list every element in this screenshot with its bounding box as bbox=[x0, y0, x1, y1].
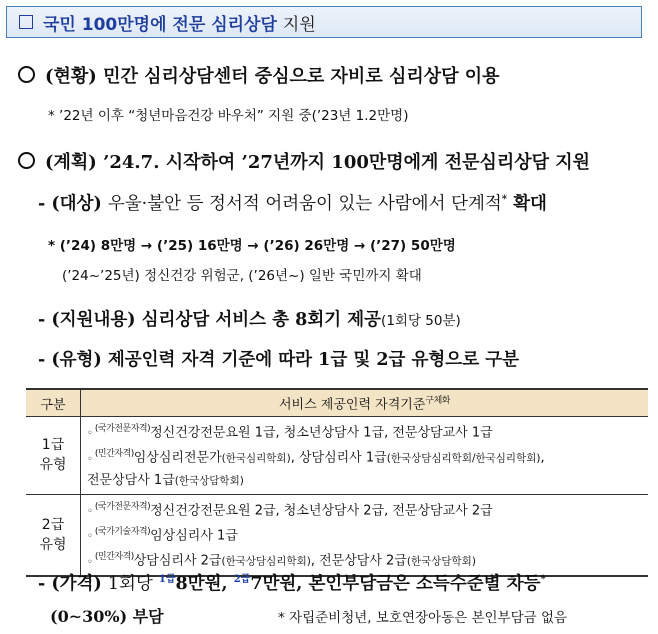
title-suffix: 지원 bbox=[282, 14, 316, 35]
status-text: 민간 심리상담센터 중심으로 자비로 심리상담 이용 bbox=[103, 66, 500, 87]
status-note: * ’22년 이후 “청년마음건강 바우처” 지원 중(’23년 1.2만명) bbox=[48, 108, 409, 124]
item-tag: (민간자격) bbox=[94, 449, 134, 460]
circle-bullet-icon bbox=[18, 66, 35, 83]
price-text-a: 1회당 bbox=[107, 574, 153, 594]
title-main: 국민 100만명에 전문 심리상담 bbox=[43, 14, 277, 35]
price-val1: 8만원, bbox=[175, 574, 228, 594]
support-detail: (1회당 50분) bbox=[381, 313, 461, 329]
price-line2: (0∼30%) 부담 bbox=[50, 607, 164, 626]
support-line bbox=[38, 306, 461, 331]
list-item: ◦ $^{(국가전문자격)}$정신건강전문요원 1급, 청소년상담사 1급, 전문상담교사 1급 bbox=[87, 424, 493, 441]
content-cell bbox=[81, 494, 649, 575]
price-sup2: 2급 bbox=[233, 574, 251, 586]
support-text: 심리상담 서비스 총 8회기 제공 bbox=[141, 310, 382, 330]
status-label: (현황) bbox=[45, 66, 97, 87]
item-text: 상담심리사 2급 bbox=[133, 553, 222, 569]
price-star: * bbox=[540, 574, 546, 586]
list-item bbox=[87, 470, 642, 492]
status-line bbox=[18, 62, 500, 88]
section-title bbox=[6, 6, 642, 38]
plan-text: ’24.7. 시작하여 ’27년까지 100만명에게 전문심리상담 지원 bbox=[103, 152, 591, 173]
list-item: ◦ $^{(국가전문자격)}$정신건강전문요원 2급, 청소년상담사 2급, 전문상담교사 2급 bbox=[87, 501, 493, 518]
plan-line bbox=[18, 148, 590, 174]
price-text-b: 본인부담금은 소득수준별 차등 bbox=[308, 574, 541, 594]
item-text: 정신건강전문요원 1급, 청소년상담사 1급, 전문상담교사 1급 bbox=[150, 425, 493, 441]
plan-label: (계획) bbox=[45, 152, 97, 173]
support-label: - (지원내용) bbox=[38, 310, 136, 330]
price-sup1: 1급 bbox=[158, 574, 176, 586]
price-line bbox=[38, 570, 546, 595]
grade-line2: 유형 bbox=[39, 457, 67, 474]
item-org: (한국상담심리학회) bbox=[221, 555, 311, 568]
header-grade: 구분 bbox=[26, 389, 81, 417]
types-label: - (유형) bbox=[38, 350, 102, 370]
table-header-row bbox=[26, 389, 648, 417]
item-tag: (국가전문자격) bbox=[94, 424, 151, 434]
list-item: ◦ $^{(민간자격)}$상담심리사 2급(한국상담심리학회), 전문상담사 2급(한국상담학회) bbox=[87, 552, 476, 569]
checkbox-square-icon bbox=[19, 15, 33, 29]
item-text2: , 상담심리사 1급 bbox=[290, 450, 387, 466]
qualification-table bbox=[26, 388, 648, 577]
header-content-text: 서비스 제공인력 자격기준 bbox=[279, 397, 426, 413]
item-text3: , bbox=[540, 450, 545, 466]
grade-line1: 2급 bbox=[41, 516, 65, 533]
list-item: ◦ $^{(민간자격)}$임상심리전문가(한국심리학회), 상담심리사 1급(한국상담심리학회/한국심리학회), bbox=[87, 449, 545, 466]
types-line bbox=[38, 346, 519, 371]
table-row bbox=[26, 417, 648, 495]
target-schedule: * (’24) 8만명 → (’25) 16만명 → (’26) 26만명 → (’27) 50만명 bbox=[48, 238, 456, 254]
target-scope: (’24~’25년) 정신건강 위험군, (’26년~) 일반 국민까지 확대 bbox=[62, 268, 422, 284]
table-row bbox=[26, 494, 648, 575]
grade-line1: 1급 bbox=[41, 437, 65, 454]
price-val2: 7만원, bbox=[250, 574, 303, 594]
item-text: 임상심리사 1급 bbox=[150, 528, 238, 544]
price-label: - (가격) bbox=[38, 574, 102, 594]
target-text: 우울·불안 등 정서적 어려움이 있는 사람에서 단계적 bbox=[107, 194, 502, 214]
item-text: 임상심리전문가 bbox=[133, 450, 222, 466]
price-note: * 자립준비청년, 보호연장아동은 본인부담금 없음 bbox=[278, 610, 568, 626]
list-item: ◦ $^{(국가기술자격)}$임상심리사 1급 bbox=[87, 526, 238, 544]
types-text: 제공인력 자격 기준에 따라 1급 및 2급 유형으로 구분 bbox=[107, 350, 520, 370]
target-line bbox=[38, 190, 547, 215]
item-text: 전문상담사 1급 bbox=[87, 472, 175, 488]
item-text: 정신건강전문요원 2급, 청소년상담사 2급, 전문상담교사 2급 bbox=[150, 502, 493, 518]
grade-cell bbox=[26, 494, 81, 575]
circle-bullet-icon bbox=[18, 152, 35, 169]
header-content bbox=[81, 389, 649, 417]
item-org: (한국심리학회) bbox=[221, 452, 291, 465]
item-tag: (국가전문자격) bbox=[94, 501, 151, 512]
target-label: - (대상) bbox=[38, 194, 102, 214]
content-cell bbox=[81, 417, 649, 495]
target-star: * bbox=[501, 194, 508, 206]
item-tag: (민간자격) bbox=[94, 552, 134, 563]
item-org: (한국상담학회) bbox=[174, 474, 244, 487]
header-sup: 구체화 bbox=[425, 396, 450, 407]
item-tag: (국가기술자격) bbox=[94, 526, 151, 537]
item-text2: , 전문상담사 2급 bbox=[310, 553, 407, 569]
item-org2: (한국상담학회) bbox=[406, 555, 476, 568]
item-org2: (한국상담심리학회/한국심리학회) bbox=[386, 452, 541, 465]
target-text-end: 확대 bbox=[513, 194, 547, 214]
grade-cell bbox=[26, 417, 81, 495]
grade-line2: 유형 bbox=[39, 536, 67, 553]
